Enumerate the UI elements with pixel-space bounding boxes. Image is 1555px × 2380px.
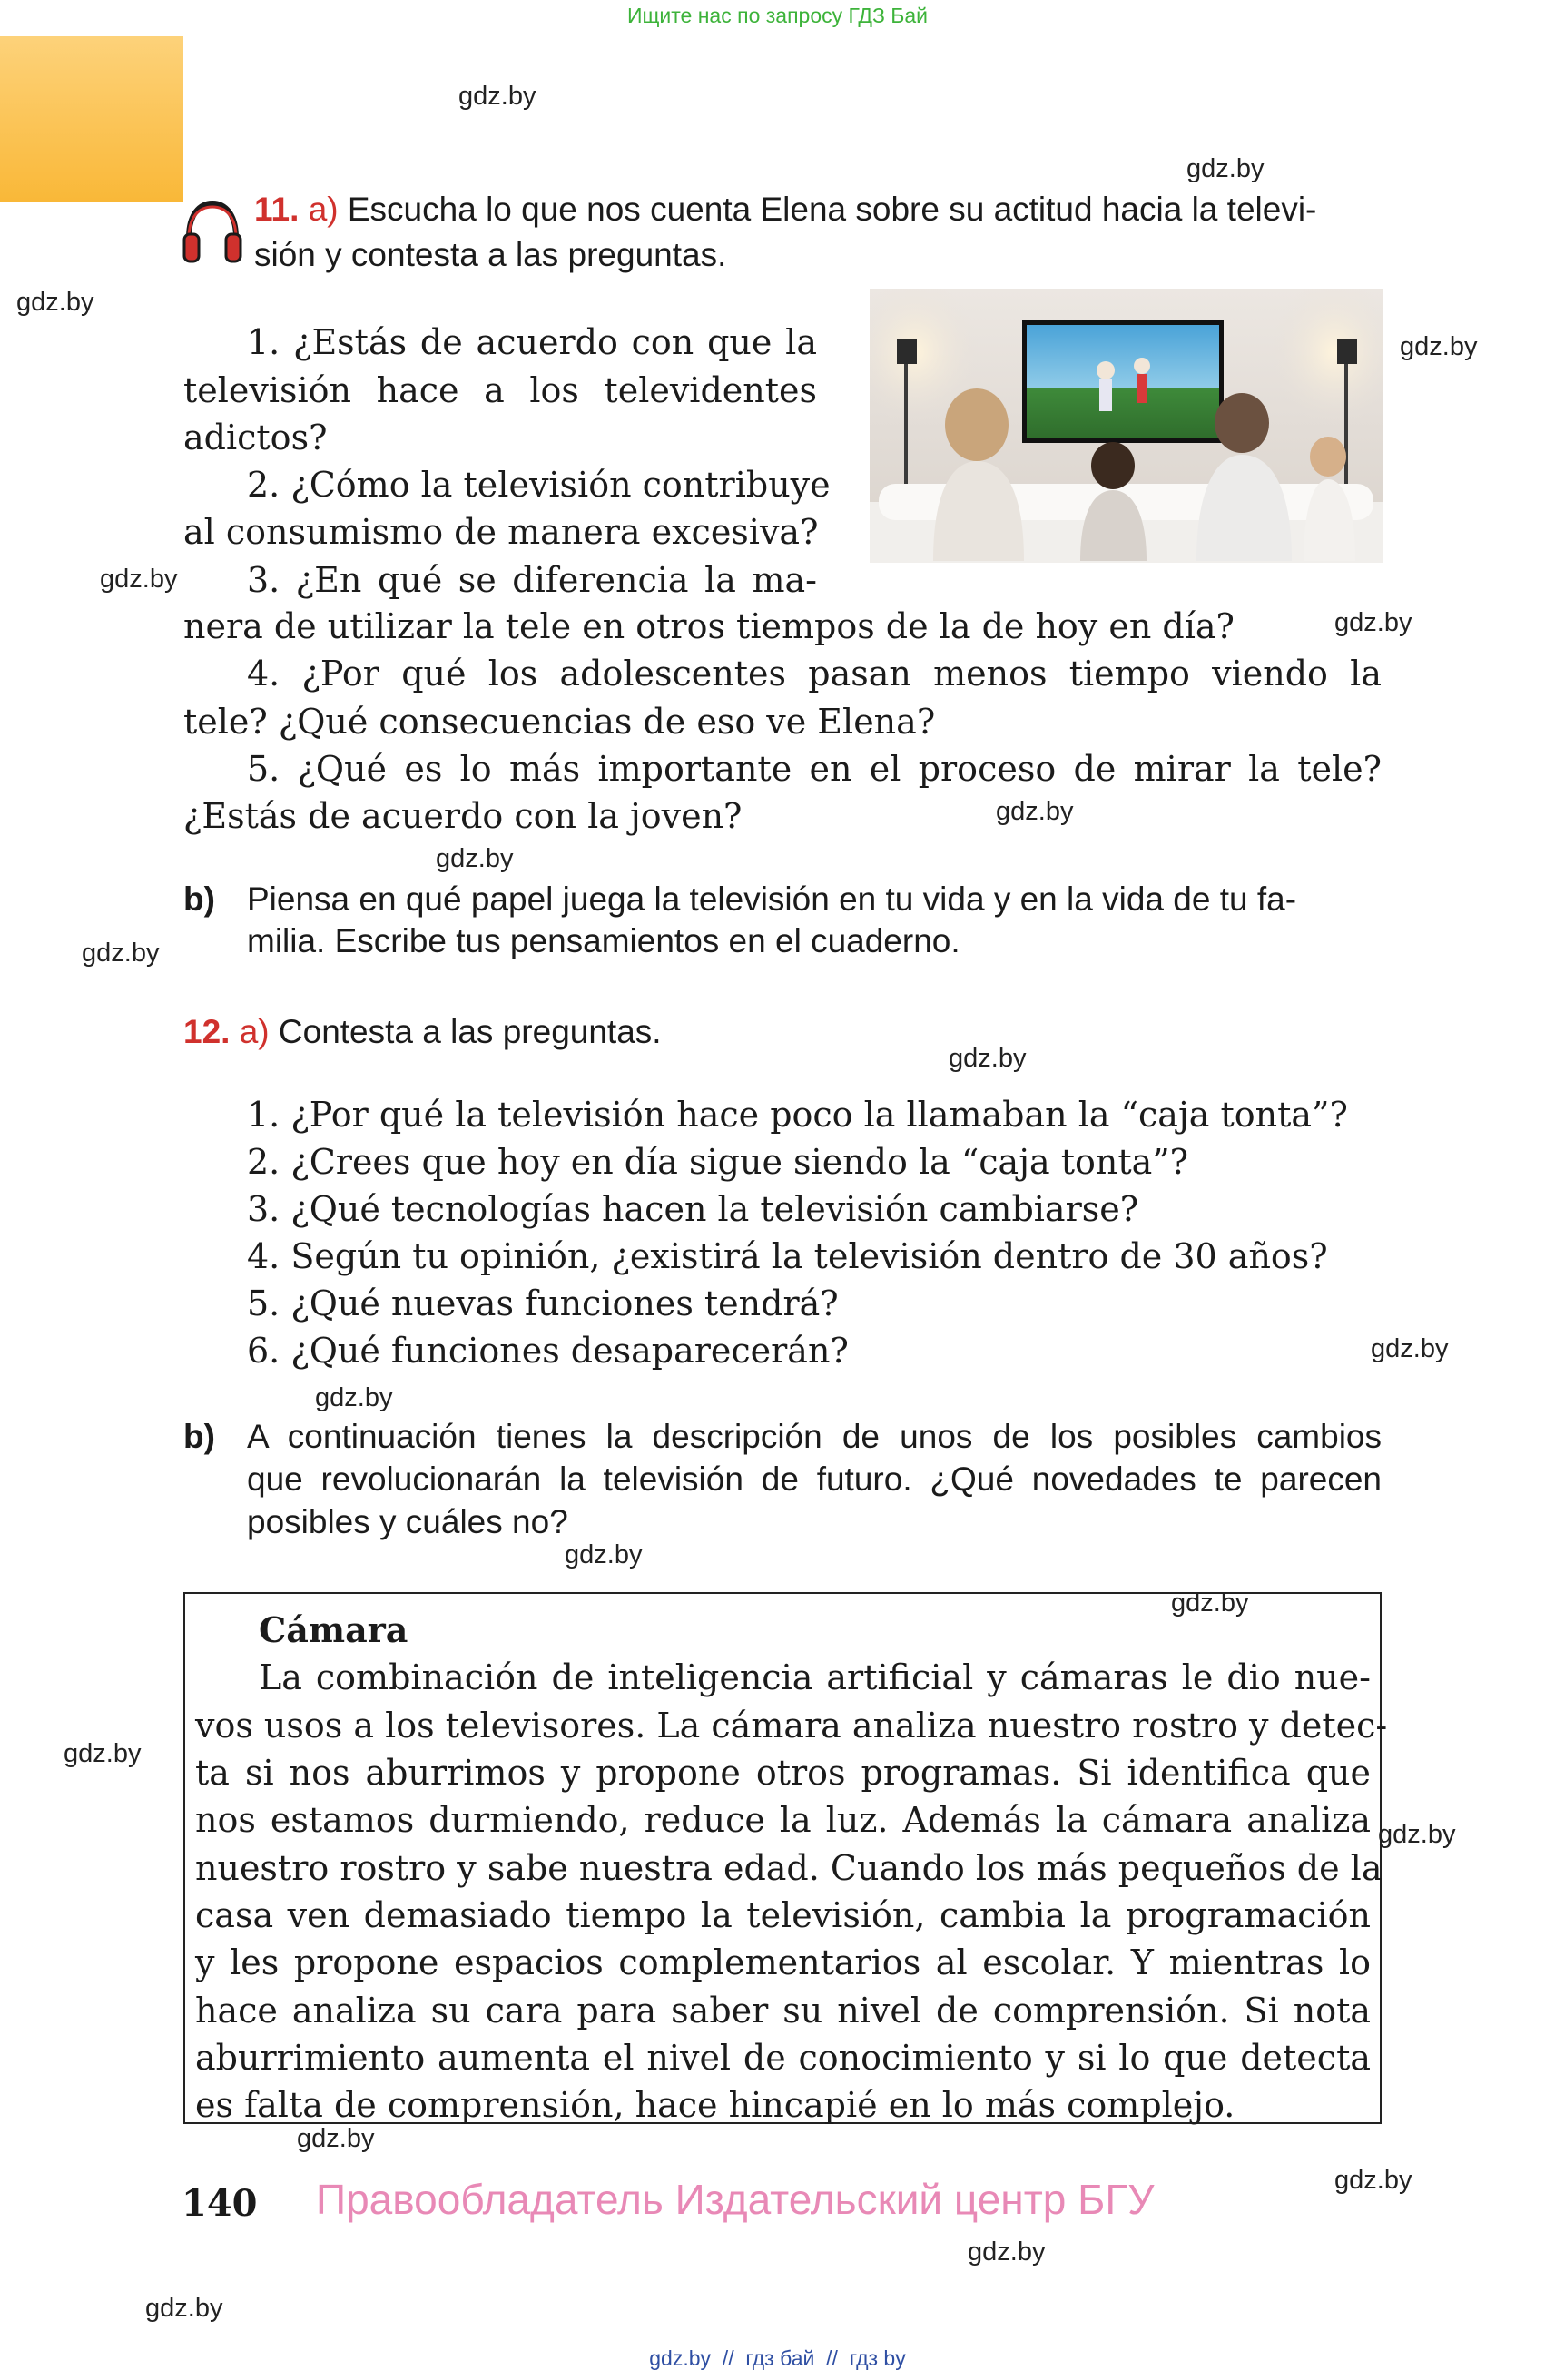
exercise-number: 11. xyxy=(254,191,300,228)
watermark: gdz.by xyxy=(436,844,514,873)
watermark: gdz.by xyxy=(297,2124,375,2153)
watermark: gdz.by xyxy=(315,1383,393,1412)
exercise-11-instruction-cont: sión y contesta a las preguntas. xyxy=(254,236,727,273)
family-watching-tv-image xyxy=(870,289,1383,563)
question-line: 3. ¿En qué se diferencia la ma- xyxy=(247,560,817,600)
family-watching-tv-illustration xyxy=(870,289,1383,563)
question-line: 3. ¿Qué tecnologías hacen la televisión cambiarse? xyxy=(247,1189,1139,1229)
question-line: 5. ¿Qué es lo más importante en el proceso de mirar la tele? xyxy=(247,749,1382,789)
question-line: 2. ¿Cómo la televisión contribuye xyxy=(247,465,831,505)
question-line: ¿Estás de acuerdo con la joven? xyxy=(183,796,743,836)
page-number: 140 xyxy=(182,2182,258,2225)
question-line: 1. ¿Estás de acuerdo con que la xyxy=(247,322,817,362)
instruction-text: Escucha lo que nos cuenta Elena sobre su actitud hacia la televi- xyxy=(347,191,1317,228)
watermark: gdz.by xyxy=(458,82,536,111)
question-line: 1. ¿Por qué la televisión hace poco la llamaban la “caja tonta”? xyxy=(247,1095,1348,1135)
part-b-text: que revolucionarán la televisión de futuro. ¿Qué novedades te parecen xyxy=(247,1460,1382,1498)
part-b-text: posibles y cuáles no? xyxy=(247,1503,568,1540)
part-b-text: milia. Escribe tus pensamientos en el cuaderno. xyxy=(247,922,960,959)
box-text-line: nuestro rostro y sabe nuestra edad. Cuando los más pequeños de la xyxy=(195,1848,1383,1888)
box-text-line: La combinación de inteligencia artificial y cámaras le dio nue- xyxy=(259,1657,1371,1697)
watermark: gdz.by xyxy=(1171,1588,1249,1618)
exercise-12-instruction xyxy=(183,1013,662,1051)
watermark: gdz.by xyxy=(1378,1820,1456,1849)
watermark: gdz.by xyxy=(1400,332,1478,361)
question-line: 5. ¿Qué nuevas funciones tendrá? xyxy=(247,1283,839,1323)
instruction-text: Contesta a las preguntas. xyxy=(278,1013,662,1050)
watermark: gdz.by xyxy=(1371,1334,1449,1363)
box-text-line: ta si nos aburrimos y propone otros programas. Si identifica que xyxy=(195,1753,1371,1793)
watermark: gdz.by xyxy=(949,1044,1027,1073)
box-text-line: vos usos a los televisores. La cámara analiza nuestro rostro y detec- xyxy=(195,1706,1388,1746)
question-line: televisión hace a los televidentes xyxy=(183,370,817,410)
part-b-text: Piensa en qué papel juega la televisión en tu vida y en la vida de tu fa- xyxy=(247,880,1297,918)
question-line: nera de utilizar la tele en otros tiempos de la de hoy en día? xyxy=(183,606,1235,646)
question-line: adictos? xyxy=(183,418,328,457)
exercise-11-instruction xyxy=(254,191,1316,229)
watermark: gdz.by xyxy=(968,2237,1046,2267)
box-text-line: es falta de comprensión, hace hincapié en lo más complejo. xyxy=(195,2085,1235,2125)
watermark: gdz.by xyxy=(1186,154,1265,183)
question-line: al consumismo de manera excesiva? xyxy=(183,512,819,552)
question-line: 2. ¿Crees que hoy en día sigue siendo la “caja tonta”? xyxy=(247,1142,1189,1182)
box-title: Cámara xyxy=(259,1609,408,1650)
question-line: 4. Según tu opinión, ¿existirá la televisión dentro de 30 años? xyxy=(247,1236,1328,1276)
box-text-line: casa ven demasiado tiempo la televisión, cambia la programación xyxy=(195,1895,1371,1935)
exercise-number: 12. xyxy=(183,1013,231,1050)
box-text-line: hace analiza su cara para saber su nivel de comprensión. Si nota xyxy=(195,1991,1371,2031)
question-line: 4. ¿Por qué los adolescentes pasan menos tiempo viendo la xyxy=(247,654,1382,693)
watermark: gdz.by xyxy=(145,2294,223,2323)
top-banner-link[interactable]: Ищите нас по запросу ГДЗ Бай xyxy=(626,4,929,27)
watermark: gdz.by xyxy=(996,797,1074,826)
part-label: a) xyxy=(308,191,339,228)
copyright-notice: Правообладатель Издательский центр БГУ xyxy=(316,2176,1155,2223)
part-label: a) xyxy=(239,1013,270,1050)
watermark: gdz.by xyxy=(100,565,178,594)
watermark: gdz.by xyxy=(565,1540,643,1569)
watermark: gdz.by xyxy=(1334,608,1412,637)
box-text-line: aburrimiento aumenta el nivel de conocimiento y si lo que detecta xyxy=(195,2038,1371,2078)
part-b-label: b) xyxy=(183,880,215,918)
question-line: 6. ¿Qué funciones desaparecerán? xyxy=(247,1331,849,1371)
bottom-links[interactable]: gdz.by // гдз бай // гдз by xyxy=(649,2346,906,2370)
watermark: gdz.by xyxy=(82,939,160,968)
part-b-text: A continuación tienes la descripción de unos de los posibles cambios xyxy=(247,1418,1382,1455)
watermark: gdz.by xyxy=(1334,2166,1412,2195)
watermark: gdz.by xyxy=(64,1739,142,1768)
box-text-line: nos estamos durmiendo, reduce la luz. Además la cámara analiza xyxy=(195,1800,1371,1840)
watermark: gdz.by xyxy=(16,288,94,317)
part-b-label: b) xyxy=(183,1418,215,1455)
headphones-icon xyxy=(182,198,243,267)
question-line: tele? ¿Qué consecuencias de eso ve Elena? xyxy=(183,702,936,742)
box-text-line: y les propone espacios complementarios al escolar. Y mientras lo xyxy=(195,1942,1371,1982)
corner-tab xyxy=(0,36,183,202)
